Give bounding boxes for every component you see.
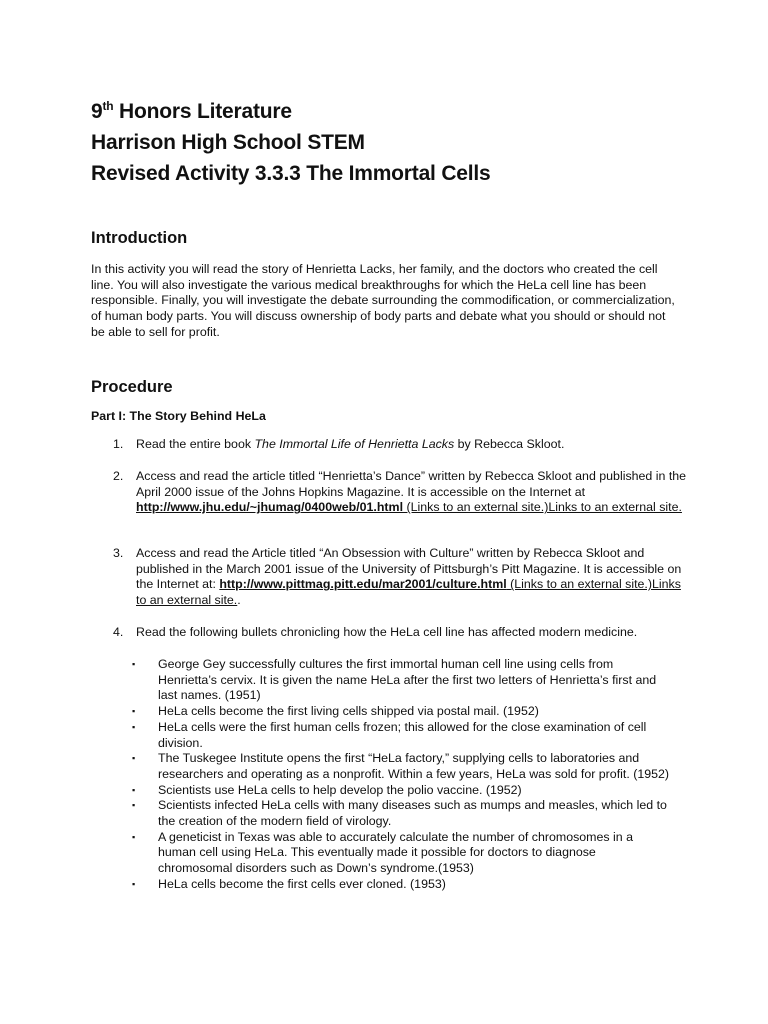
list-item-text: The Tuskegee Institute opens the first “HeLa factory,” supplying cells to laboratories and researchers and operating as a nonprofit. Within a few years, HeLa was sold for profit. (1952) — [158, 751, 670, 781]
title-course — [91, 96, 491, 127]
bullet-icon: ▪ — [132, 753, 136, 764]
step-number: 1. — [113, 437, 124, 451]
jhu-article-link[interactable]: http://www.jhu.edu/~jhumag/0400web/01.html — [136, 500, 404, 515]
step-3-end: . — [237, 593, 241, 608]
external-site-link[interactable]: (Links to an external site.)Links to an external site. — [403, 500, 682, 515]
list-item-text: HeLa cells were the first human cells frozen; this allowed for the close examination of cell division. — [158, 719, 647, 750]
bullet-icon: ▪ — [132, 721, 136, 732]
bullet-icon: ▪ — [132, 706, 136, 717]
list-item — [132, 830, 672, 877]
list-item — [132, 877, 672, 893]
step-number: 4. — [113, 625, 124, 639]
part1-heading: Part I: The Story Behind HeLa — [91, 409, 266, 423]
bullet-icon: ▪ — [132, 831, 136, 842]
procedure-step-1 — [91, 437, 691, 453]
list-item — [132, 798, 672, 829]
bullet-icon: ▪ — [132, 784, 136, 795]
book-title: The Immortal Life of Henrietta Lacks — [254, 437, 455, 451]
procedure-step-2 — [91, 469, 691, 516]
hela-timeline-list — [132, 657, 672, 893]
step-text — [136, 546, 691, 609]
title-course-name: Honors Literature — [113, 100, 292, 123]
step-1-text-pre: Read the entire book — [136, 437, 255, 451]
list-item — [132, 783, 672, 799]
bullet-icon: ▪ — [132, 800, 136, 811]
list-item-text: A geneticist in Texas was able to accurately calculate the number of chromosomes in a human cell using HeLa. This eventually made it possible for doctors to diagnose chromosomal disorders such as Down’s syndrome.(1953) — [158, 829, 633, 876]
list-item-text: Scientists infected HeLa cells with many diseases such as mumps and measles, which led to the creation of the modern field of virology. — [158, 798, 667, 829]
step-text: Read the following bullets chronicling how the HeLa cell line has affected modern medicine. — [136, 625, 638, 639]
step-3-text: Access and read the Article titled “An Obsession with Culture” written by Rebecca Skloot and published in the March 2001 issue of the University of Pittsburgh’s Pitt Magazine. It is accessible on the Internet at: — [136, 546, 682, 592]
pittmag-article-link[interactable]: http://www.pittmag.pitt.edu/mar2001/culture.html — [219, 577, 507, 592]
list-item-text: George Gey successfully cultures the first immortal human cell line using cells from Henrietta’s cervix. It is given the name HeLa after the first two letters of Henrietta’s first and last names. (1951) — [158, 657, 657, 703]
title-school: Harrison High School STEM — [91, 131, 365, 154]
step-text — [136, 469, 691, 516]
list-item — [132, 704, 672, 720]
list-item-text: HeLa cells become the first living cells shipped via postal mail. (1952) — [158, 704, 539, 719]
document-title — [91, 96, 491, 189]
title-activity: Revised Activity 3.3.3 The Immortal Cells — [91, 162, 491, 185]
list-item-text: HeLa cells become the first cells ever cloned. (1953) — [158, 876, 446, 891]
step-number: 3. — [113, 546, 124, 560]
external-site-link[interactable]: (Links to an external site.)Links to an external site. — [136, 577, 681, 608]
title-course-superscript: th — [102, 99, 114, 113]
procedure-step-4 — [91, 625, 691, 641]
step-number: 2. — [113, 469, 124, 483]
bullet-icon: ▪ — [132, 878, 136, 889]
bullet-icon: ▪ — [132, 659, 136, 669]
procedure-step-3 — [91, 546, 691, 609]
introduction-paragraph: In this activity you will read the story of Henrietta Lacks, her family, and the doctors who created the cell line. You will also investigate the various medical breakthroughs for which the HeLa cell line has been responsible. Finally, you will investigate the debate surrounding the commodification, or commercialization, of human body parts. You will discuss ownership of body parts and debate what you should or should not be able to sell for profit. — [91, 262, 675, 339]
list-item — [132, 720, 672, 751]
procedure-heading: Procedure — [91, 378, 173, 396]
list-item-text: Scientists use HeLa cells to help develop the polio vaccine. (1952) — [158, 782, 522, 797]
list-item — [132, 657, 672, 704]
step-1-text-post: by Rebecca Skloot. — [454, 437, 565, 451]
list-item — [132, 751, 672, 782]
title-course-number: 9 — [91, 100, 103, 123]
step-text — [136, 437, 691, 453]
step-2-text: Access and read the article titled “Henrietta’s Dance” written by Rebecca Skloot and published in the April 2000 issue of the Johns Hopkins Magazine. It is accessible on the Internet at — [136, 469, 687, 499]
introduction-heading: Introduction — [91, 229, 188, 247]
